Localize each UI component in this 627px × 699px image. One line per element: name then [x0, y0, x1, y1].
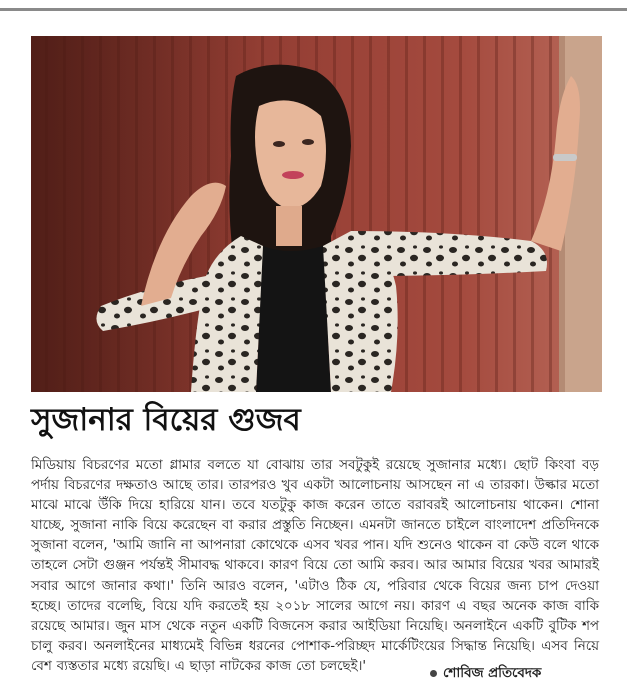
article-body: মিডিয়ায় বিচরণের মতো গ্লামার বলতে যা বোঝায় তার সবটুকুই রয়েছে সুজানার মধ্যে। ছোট কিংবা বড় পর্দায় বিচরণের দক্ষতাও আছে তার। তারপরও খুব একটা আলোচনায় আসছেন না এ তারকা। উল্কার মতো মাঝে মাঝে উঁকি দিয়ে হারিয়ে যান। তবে যতটুকু কাজ করেন তাতে বরাবরই আলোচনায় থাকেন। শোনা যাচ্ছে, সুজানা নাকি বিয়ে করেছেন বা করার প্রস্তুতি নিচ্ছেন। এমনটা জানতে চাইলে বাংলাদেশ প্রতিদিনকে সুজানা বলেন, 'আমি জানি না আপনারা কোথেকে এসব খবর পান। যদি শুনেও থাকেন বা কেউ বলে থাকে তাহলে সেটা গুঞ্জন পর্যন্তই সীমাবদ্ধ থাকবে। কারণ বিয়ে তো আমি করব। আর আমার বিয়ের খবর আমারই সবার আগে জানার কথা।' তিনি আরও বলেন, 'এটাও ঠিক যে, পরিবার থেকে বিয়ের জন্য চাপ দেওয়া হচ্ছে। তাদের বলেছি, বিয়ে যদি করতেই হয় ২০১৮ সালের আগে নয়। কারণ এ বছর অনেক কাজ বাকি রয়েছে আমার। জুন মাস থেকে নতুন একটি বিজনেস করার আইডিয়া নিয়েছি। অনলাইনে একটি বুটিক শপ চালু করব। অনলাইনের মাধ্যমেই বিভিন্ন ধরনের পোশাক-পরিচ্ছদ মার্কেটিংয়ের সিদ্ধান্ত নিয়েছি। এসব নিয়ে বেশ ব্যস্ততার মধ্যে রয়েছি। এ ছাড়া নাটকের কাজ তো চলছেই।'	[31, 458, 599, 674]
bullet-icon	[430, 670, 437, 677]
byline-text: শোবিজ প্রতিবেদক	[443, 666, 542, 681]
article-photo	[31, 36, 602, 392]
headline: সুজানার বিয়ের গুজব	[31, 402, 301, 438]
top-rule	[0, 8, 627, 11]
byline	[430, 664, 541, 684]
